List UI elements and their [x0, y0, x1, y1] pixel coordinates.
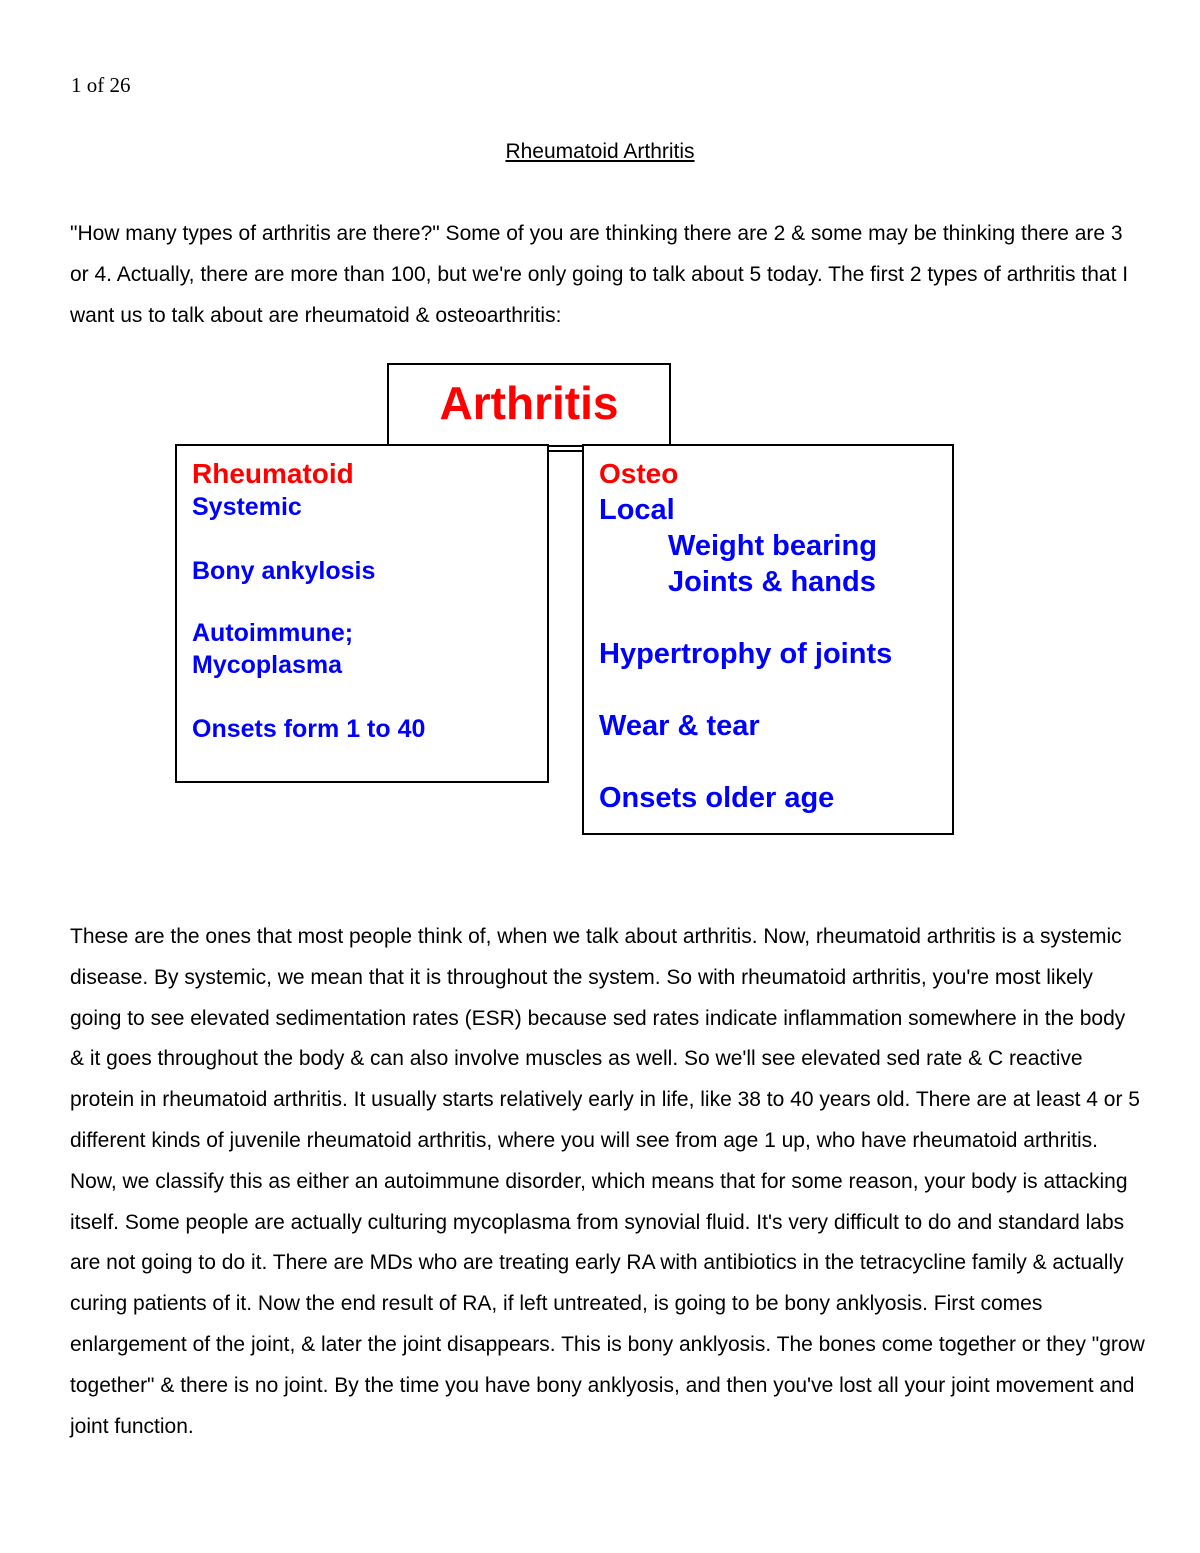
osteo-item-weight-bearing: Weight bearing	[668, 530, 877, 562]
document-title: Rheumatoid Arthritis	[505, 140, 695, 163]
rheumatoid-item-bony-ankylosis: Bony ankylosis	[192, 557, 376, 585]
rheumatoid-item-onset: Onsets form 1 to 40	[192, 715, 426, 743]
osteo-item-onset: Onsets older age	[599, 782, 835, 814]
osteo-item-local: Local	[599, 494, 675, 526]
arthritis-main-box	[387, 363, 671, 447]
osteo-box	[582, 444, 954, 835]
arthritis-main-label: Arthritis	[439, 377, 619, 429]
rheumatoid-item-mycoplasma: Mycoplasma	[192, 651, 343, 679]
rheumatoid-item-systemic: Systemic	[192, 493, 302, 521]
intro-paragraph: "How many types of arthritis are there?" Some of you are thinking there are 2 & some may be thinking there are 3 or 4. Actually, there are more than 100, but we're only going to talk about 5 today. The first 2 types of arthritis that I want us to talk about are rheumatoid & osteoarthritis:	[70, 222, 1129, 327]
rheumatoid-item-autoimmune: Autoimmune;	[192, 619, 354, 647]
rheumatoid-box	[175, 444, 549, 783]
body-paragraph: These are the ones that most people think of, when we talk about arthritis. Now, rheumatoid arthritis is a systemic disease. By systemic, we mean that it is throughout the system. So with rheumatoid arthritis, you're most likely going to see elevated sedimentation rates (ESR) because sed rates indicate inflammation somewhere in the body & it goes throughout the body & can also involve muscles as well. So we'll see elevated sed rate & C reactive protein in rheumatoid arthritis. It usually starts relatively early in life, like 38 to 40 years old. There are at least 4 or 5 different kinds of juvenile rheumatoid arthritis, where you will see from age 1 up, who have rheumatoid arthritis. Now, we classify this as either an autoimmune disorder, which means that for some reason, your body is attacking itself. Some people are actually culturing mycoplasma from synovial fluid. It's very difficult to do and standard labs are not going to do it. There are MDs who are treating early RA with antibiotics in the tetracycline family & actually curing patients of it. Now the end result of RA, if left untreated, is going to be bony anklyosis. First comes enlargement of the joint, & later the joint disappears. This is bony anklyosis. The bones come together or they "grow together" & there is no joint. By the time you have bony anklyosis, and then you've lost all your joint movement and joint function.	[70, 925, 1145, 1438]
osteo-item-joints-hands: Joints & hands	[668, 566, 876, 598]
page-number: 1 of 26	[71, 73, 131, 97]
diagram-connector-line	[549, 450, 582, 452]
osteo-item-wear-tear: Wear & tear	[599, 710, 760, 742]
osteo-item-hypertrophy: Hypertrophy of joints	[599, 638, 893, 670]
osteo-heading: Osteo	[599, 458, 679, 489]
rheumatoid-heading: Rheumatoid	[192, 458, 354, 489]
